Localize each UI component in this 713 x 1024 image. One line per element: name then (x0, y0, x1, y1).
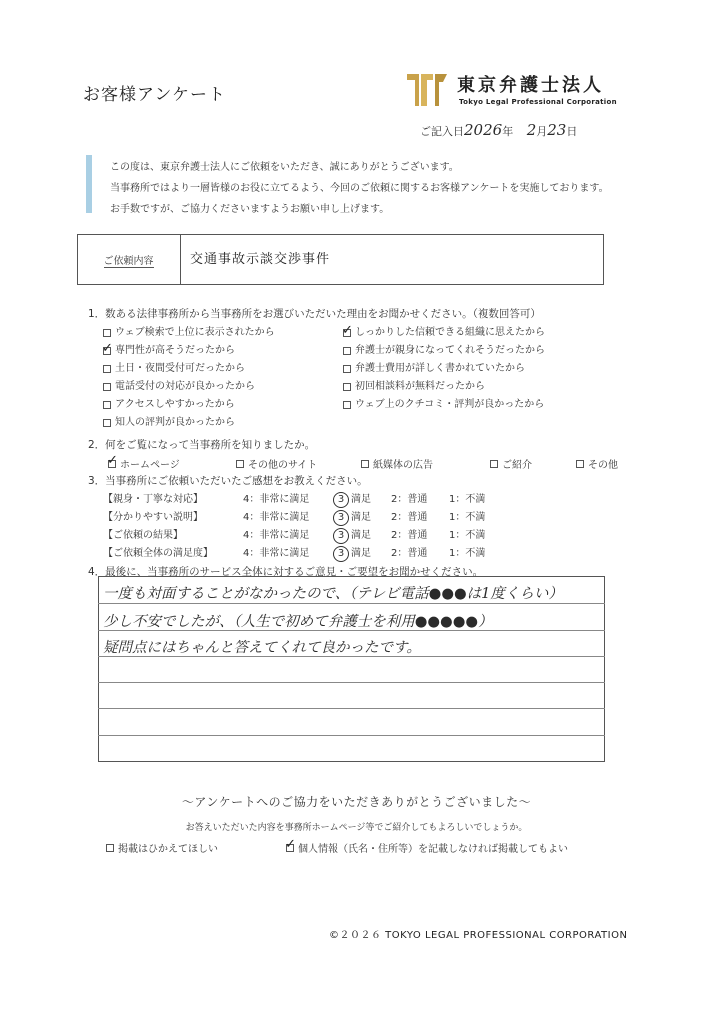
date-month[interactable]: 2 (526, 121, 537, 139)
q2-option[interactable]: ✓ ホームページ (108, 456, 180, 471)
q1-option[interactable]: 弁護士が親身になってくれそうだったから (343, 342, 545, 360)
rating-row: 【ご依頼の結果】 4：非常に満足 3 満足 2：普通 1：不満 (103, 527, 485, 545)
q1-option[interactable]: 電話受付の対応が良かったから (103, 378, 275, 396)
q1-option[interactable]: 土日・夜間受付可だったから (103, 360, 275, 378)
q1-question: 1．数ある法律事務所から当事務所をお選びいただいた理由をお聞かせください。（複数回答可） (88, 308, 541, 320)
date-day[interactable]: 23 (547, 121, 567, 139)
q4-question: 4．最後に、当事務所のサービス全体に対するご意見・ご要望をお聞かせください。 (88, 566, 484, 578)
handwritten-answer-line: 疑問点にはちゃんと答えてくれて良かったです。 (103, 640, 421, 656)
q1-option[interactable]: ✓ 専門性が高そうだったから (103, 342, 275, 360)
checkbox[interactable] (103, 383, 111, 391)
intro-line: お手数ですが、ご協力くださいますようお願い申し上げます。 (110, 204, 390, 215)
checkbox[interactable] (343, 401, 351, 409)
handwritten-answer-line: 少し不安でしたが、（人生で初めて弁護士を利用●●●●●） (103, 614, 493, 630)
firm-logo-icon (405, 70, 449, 110)
q2-question: 2．何をご覧になって当事務所を知りましたか。 (88, 439, 316, 451)
q3-question: 3．当事務所にご依頼いただいたご感想をお教えください。 (88, 475, 368, 487)
q1-option[interactable]: 弁護士費用が詳しく書かれていたから (343, 360, 545, 378)
thanks-message: ～アンケートへのご協力をいただきありがとうございました～ (181, 795, 532, 809)
checkbox-checked[interactable] (343, 329, 351, 337)
ruled-line (98, 603, 605, 604)
rating-row: 【分かりやすい説明】 4：非常に満足 3 満足 2：普通 1：不満 (103, 509, 485, 527)
checkbox[interactable] (106, 844, 114, 852)
checkbox[interactable] (103, 401, 111, 409)
page-title: お客様アンケート (83, 85, 226, 105)
checkbox[interactable] (490, 460, 498, 468)
q3-rating-table (103, 491, 485, 563)
ruled-line (98, 735, 605, 736)
ruled-line (98, 682, 605, 683)
year-label: 年 (502, 125, 514, 138)
rating-row: 【ご依頼全体の満足度】 4：非常に満足 3 満足 2：普通 1：不満 (103, 545, 485, 563)
q2-option[interactable]: ご紹介 (490, 456, 532, 471)
consent-no-option[interactable]: 掲載はひかえてほしい (106, 840, 218, 855)
intro-accent-bar (86, 155, 92, 213)
q2-option[interactable]: 紙媒体の広告 (361, 456, 433, 471)
checkbox[interactable] (343, 383, 351, 391)
date-label: ご記入日 (420, 125, 464, 138)
selected-rating[interactable]: 3 (333, 510, 349, 526)
firm-name-en: Tokyo Legal Professional Corporation (459, 98, 617, 106)
intro-text (110, 157, 609, 220)
consent-question: お答えいただいた内容を事務所ホームページ等でご紹介してもよろしいでしょうか。 (185, 823, 528, 833)
checkbox[interactable] (343, 365, 351, 373)
q2-option[interactable]: その他のサイト (236, 456, 317, 471)
date-year[interactable]: 2026 (464, 121, 503, 139)
checkbox-checked[interactable] (286, 844, 294, 852)
checkbox[interactable] (361, 460, 369, 468)
request-value: 交通事故示談交渉事件 (190, 252, 331, 267)
handwritten-answer-line: 一度も対面することがなかったので、（テレビ電話●●●は1度くらい） (103, 586, 563, 602)
checkbox[interactable] (343, 347, 351, 355)
q2-option[interactable]: その他 (576, 456, 618, 471)
request-label: ご依頼内容 (77, 234, 181, 285)
ruled-line (98, 708, 605, 709)
intro-line: この度は、東京弁護士法人にご依頼をいただき、誠にありがとうございます。 (110, 162, 459, 173)
q1-option[interactable]: 知人の評判が良かったから (103, 414, 275, 432)
checkbox[interactable] (103, 329, 111, 337)
selected-rating[interactable]: 3 (333, 528, 349, 544)
checkbox[interactable] (576, 460, 584, 468)
rating-row: 【親身・丁寧な対応】 4：非常に満足 3 満足 2：普通 1：不満 (103, 491, 485, 509)
day-label: 日 (566, 125, 578, 138)
month-label: 月 (536, 125, 548, 138)
firm-name: 東京弁護士法人 (457, 75, 604, 96)
checkbox[interactable] (103, 419, 111, 427)
q1-left-options (103, 324, 275, 432)
checkbox[interactable] (103, 365, 111, 373)
q1-option[interactable]: 初回相談料が無料だったから (343, 378, 545, 396)
copyright: ©２０２６ TOKYO LEGAL PROFESSIONAL CORPORATION (329, 930, 628, 941)
selected-rating[interactable]: 3 (333, 492, 349, 508)
checkbox-checked[interactable] (103, 347, 111, 355)
intro-line: 当事務所ではより一層皆様のお役に立てるよう、今回のご依頼に関するお客様アンケートを実施しております。 (110, 183, 609, 194)
q1-option[interactable]: ウェブ検索で上位に表示されたから (103, 324, 275, 342)
selected-rating[interactable]: 3 (333, 546, 349, 562)
entry-date (420, 121, 577, 139)
q1-option[interactable]: ✓ しっかりした信頼できる組織に思えたから (343, 324, 545, 342)
q1-option[interactable]: ウェブ上のクチコミ・評判が良かったから (343, 396, 545, 414)
q1-right-options (343, 324, 545, 414)
checkbox[interactable] (236, 460, 244, 468)
consent-yes-option[interactable]: ✓ 個人情報（氏名・住所等）を記載しなければ掲載してもよい (286, 840, 568, 855)
checkbox-checked[interactable] (108, 460, 116, 468)
q1-option[interactable]: アクセスしやすかったから (103, 396, 275, 414)
